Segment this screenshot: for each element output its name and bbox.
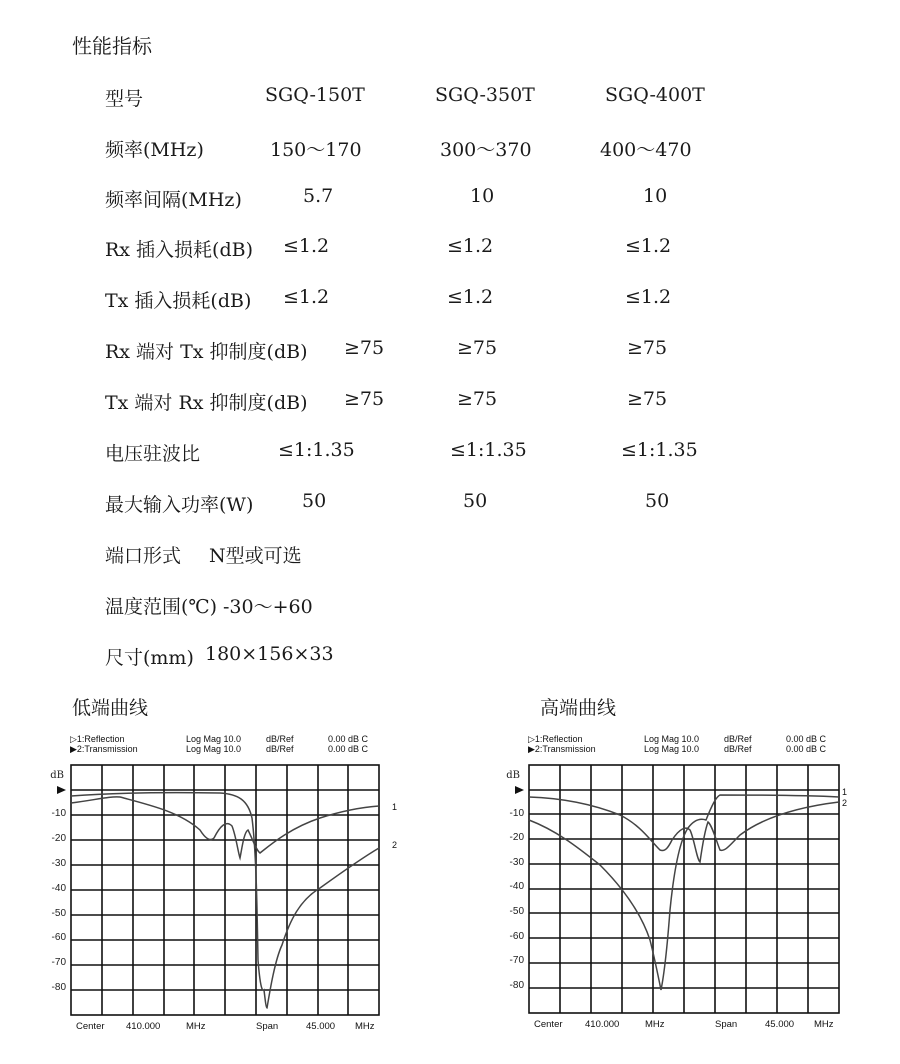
trace1-label: ▷1:Reflection xyxy=(70,734,125,744)
spec-label: 最大输入功率(W) xyxy=(105,494,254,516)
spec-value: SGQ-150T xyxy=(265,84,365,106)
spec-label: 端口形式 xyxy=(105,545,182,567)
high-chart-title: 高端曲线 xyxy=(540,697,617,719)
y-tick: -30 xyxy=(51,858,66,869)
trace2-ref: 0.00 dB C xyxy=(786,744,827,754)
spec-value: ≤1.2 xyxy=(447,286,494,308)
spec-value: ≤1.2 xyxy=(447,235,494,257)
marker-2: 2 xyxy=(842,798,848,808)
trace2-scale: dB/Ref xyxy=(266,744,294,754)
spec-label: 尺寸(mm) xyxy=(105,647,194,669)
y-tick: -10 xyxy=(509,808,524,819)
span-value: 45.000 xyxy=(306,1021,336,1032)
section-title: 性能指标 xyxy=(72,34,152,58)
spec-value: ≤1.2 xyxy=(625,235,672,257)
y-tick: -80 xyxy=(509,980,524,991)
spec-value: 10 xyxy=(643,185,668,207)
spec-value: ≥75 xyxy=(344,337,385,359)
y-tick: -60 xyxy=(51,932,66,943)
y-tick: -50 xyxy=(509,906,524,917)
spec-value: SGQ-350T xyxy=(435,84,535,106)
center-unit: MHz xyxy=(645,1019,665,1030)
spec-value: ≥75 xyxy=(457,337,498,359)
spec-label: 电压驻波比 xyxy=(105,443,201,465)
trace1-ref: 0.00 dB C xyxy=(786,734,827,744)
spec-label: Rx 端对 Tx 抑制度(dB) xyxy=(105,341,308,363)
trace2-ref: 0.00 dB C xyxy=(328,744,369,754)
spec-value: ≥75 xyxy=(627,337,668,359)
spec-value: 50 xyxy=(302,490,327,512)
spec-label: 频率间隔(MHz) xyxy=(105,189,242,211)
spec-value: ≤1.2 xyxy=(625,286,672,308)
center-unit: MHz xyxy=(186,1021,206,1032)
center-value: 410.000 xyxy=(126,1021,161,1032)
spec-label: Rx 插入损耗(dB) xyxy=(105,239,254,261)
spec-label: Tx 端对 Rx 抑制度(dB) xyxy=(105,392,308,414)
spec-value: ≥75 xyxy=(344,388,385,410)
spec-value: ≤1:1.35 xyxy=(278,439,355,461)
spec-value: ≤1.2 xyxy=(283,235,330,257)
spec-value: 180×156×33 xyxy=(205,643,334,665)
spec-value: 50 xyxy=(645,490,670,512)
spec-label: 型号 xyxy=(105,88,144,110)
center-label: Center xyxy=(76,1021,105,1032)
marker-1: 1 xyxy=(392,802,398,812)
trace2-scale: dB/Ref xyxy=(724,744,752,754)
span-unit: MHz xyxy=(355,1021,375,1032)
low-chart-title: 低端曲线 xyxy=(72,697,149,719)
trace1-ref: 0.00 dB C xyxy=(328,734,369,744)
y-tick: -60 xyxy=(509,931,524,942)
spec-label: 频率(MHz) xyxy=(105,139,204,161)
center-label: Center xyxy=(534,1019,563,1030)
y-tick: -20 xyxy=(509,832,524,843)
span-value: 45.000 xyxy=(765,1019,795,1030)
span-unit: MHz xyxy=(814,1019,834,1030)
y-tick: -10 xyxy=(51,808,66,819)
spec-value: 50 xyxy=(463,490,488,512)
y-tick: -20 xyxy=(51,833,66,844)
trace2-format: Log Mag 10.0 xyxy=(644,744,700,754)
spec-value: ≥75 xyxy=(457,388,498,410)
marker-2: 2 xyxy=(392,840,398,850)
center-value: 410.000 xyxy=(585,1019,620,1030)
span-label: Span xyxy=(715,1019,738,1030)
spec-value: SGQ-400T xyxy=(605,84,705,106)
trace1-scale: dB/Ref xyxy=(266,734,294,744)
y-tick: -50 xyxy=(51,908,66,919)
marker-1: 1 xyxy=(842,787,848,797)
trace1-format: Log Mag 10.0 xyxy=(644,734,700,744)
trace1-format: Log Mag 10.0 xyxy=(186,734,242,744)
trace1-scale: dB/Ref xyxy=(724,734,752,744)
spec-value: -30～+60 xyxy=(223,596,313,618)
trace2-label: ▶2:Transmission xyxy=(528,744,596,754)
spec-value: 10 xyxy=(470,185,495,207)
spec-value: 300～370 xyxy=(440,139,532,161)
spec-value: ≤1.2 xyxy=(283,286,330,308)
spec-value: ≥75 xyxy=(627,388,668,410)
y-unit: dB xyxy=(506,770,520,781)
spec-value: 400～470 xyxy=(600,139,692,161)
trace2-format: Log Mag 10.0 xyxy=(186,744,242,754)
y-tick: -70 xyxy=(509,955,524,966)
trace2-label: ▶2:Transmission xyxy=(70,744,138,754)
spec-value: ≤1:1.35 xyxy=(621,439,698,461)
spec-value: 5.7 xyxy=(303,185,334,207)
y-unit: dB xyxy=(50,770,64,781)
spec-label: 温度范围(℃) xyxy=(105,596,218,618)
y-tick: -40 xyxy=(51,883,66,894)
spec-value: 150～170 xyxy=(270,139,362,161)
y-tick: -80 xyxy=(51,982,66,993)
trace1-label: ▷1:Reflection xyxy=(528,734,583,744)
spec-value: N型或可选 xyxy=(209,545,302,567)
y-tick: -70 xyxy=(51,957,66,968)
spec-label: Tx 插入损耗(dB) xyxy=(105,290,252,312)
y-tick: -40 xyxy=(509,881,524,892)
y-tick: -30 xyxy=(509,857,524,868)
ref-arrow-icon xyxy=(515,786,524,794)
span-label: Span xyxy=(256,1021,279,1032)
spec-value: ≤1:1.35 xyxy=(450,439,527,461)
